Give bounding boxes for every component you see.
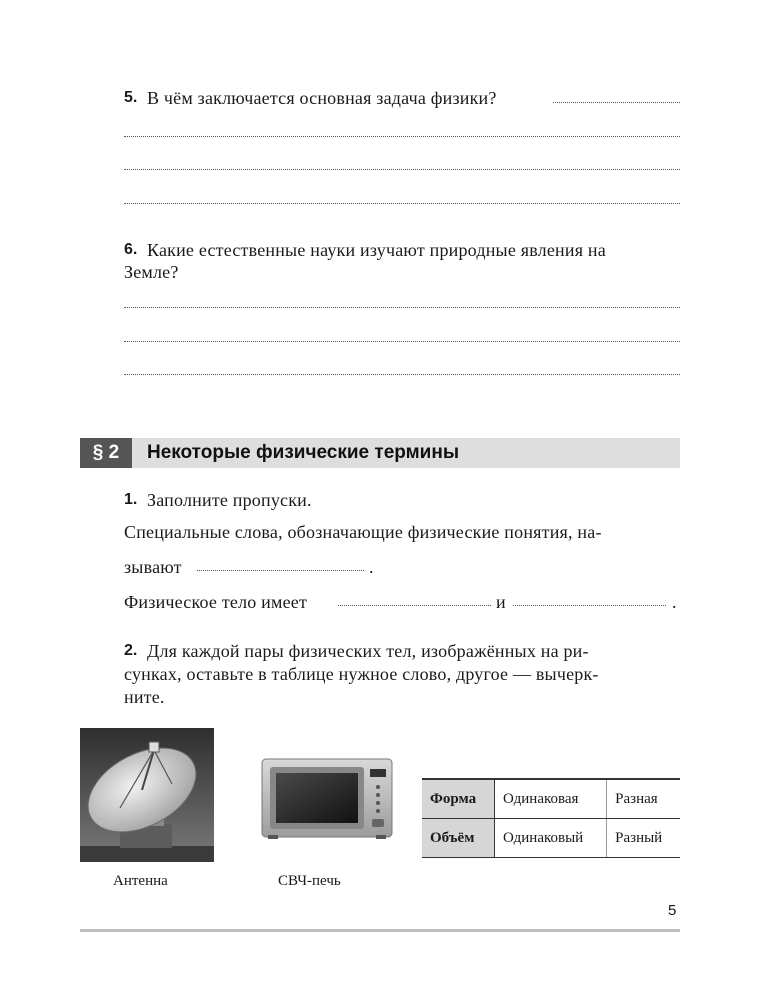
footer-rule xyxy=(80,929,680,932)
answer-line[interactable] xyxy=(124,374,680,375)
table-row xyxy=(422,779,680,819)
question-6-line1: Какие естественные науки изучают природные явления на xyxy=(147,240,606,260)
task-1-line3-mid: и xyxy=(496,592,506,612)
answer-line[interactable] xyxy=(124,169,680,170)
table-row xyxy=(422,819,680,858)
answer-line[interactable] xyxy=(124,203,680,204)
task-1-number: 1. xyxy=(124,491,138,508)
task-1-line3-end: . xyxy=(672,592,677,612)
answer-line[interactable] xyxy=(553,102,680,103)
microwave-caption: СВЧ-печь xyxy=(278,873,341,889)
option-word[interactable]: Одинаковая xyxy=(495,779,607,819)
section-number-badge: § 2 xyxy=(80,438,132,468)
task-1-instruction: Заполните пропуски. xyxy=(147,490,312,510)
option-word[interactable]: Одинаковый xyxy=(495,819,607,858)
option-word[interactable]: Разная xyxy=(607,779,680,819)
microwave-photo xyxy=(260,757,394,841)
task-2-line1: Для каждой пары физических тел, изображённых на ри- xyxy=(147,641,589,661)
question-5-text: В чём заключается основная задача физики? xyxy=(147,88,497,108)
answer-line[interactable] xyxy=(124,341,680,342)
fill-in-blank[interactable] xyxy=(338,605,491,606)
row-header: Форма xyxy=(422,779,495,819)
antenna-caption: Антенна xyxy=(113,873,168,889)
fill-in-blank[interactable] xyxy=(197,570,364,571)
task-2-number: 2. xyxy=(124,642,138,659)
row-header: Объём xyxy=(422,819,495,858)
task-1-line2-start: зывают xyxy=(124,557,182,577)
question-6-number: 6. xyxy=(124,241,138,258)
task-1-line2-end: . xyxy=(369,557,374,577)
fill-in-blank[interactable] xyxy=(513,605,666,606)
task-2-line3: ните. xyxy=(124,687,165,707)
task-1-line1: Специальные слова, обозначающие физические понятия, на- xyxy=(124,522,602,542)
answer-line[interactable] xyxy=(124,307,680,308)
page-number: 5 xyxy=(668,902,677,919)
antenna-photo xyxy=(80,728,214,862)
properties-table xyxy=(422,778,680,858)
task-1-line3-start: Физическое тело имеет xyxy=(124,592,308,612)
section-title: Некоторые физические термины xyxy=(147,442,460,463)
question-6-line2: Земле? xyxy=(124,262,179,282)
question-5-number: 5. xyxy=(124,89,138,106)
option-word[interactable]: Разный xyxy=(607,819,680,858)
task-2-line2: сунках, оставьте в таблице нужное слово, другое — вычерк- xyxy=(124,664,599,684)
answer-line[interactable] xyxy=(124,136,680,137)
